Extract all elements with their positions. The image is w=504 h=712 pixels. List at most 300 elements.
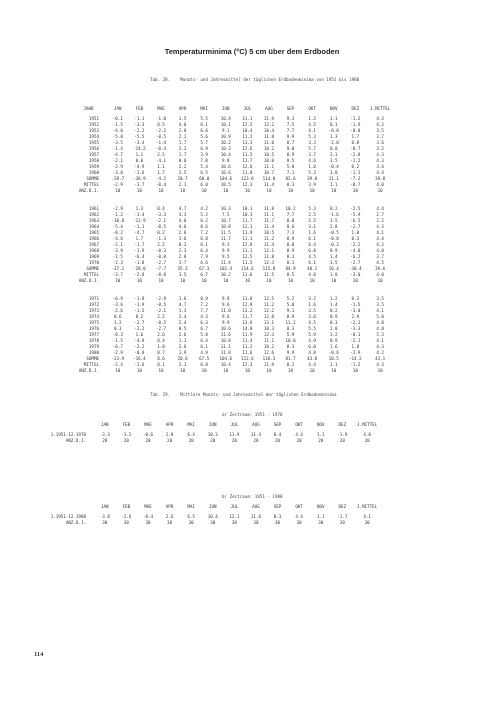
value-cell: 9.9 xyxy=(221,320,230,325)
value-cell: -28.7 xyxy=(111,176,125,181)
value-cell: 13.9 xyxy=(242,320,253,325)
value-cell: 10 xyxy=(288,368,294,373)
value-cell: 4.4 xyxy=(295,514,303,519)
value-cell: 1.2 xyxy=(114,320,122,325)
value-cell: 3.9 xyxy=(308,182,316,187)
value-cell: 10 xyxy=(331,188,337,193)
value-cell: 3.5 xyxy=(376,128,384,133)
value-cell: 6.6 xyxy=(200,260,208,265)
value-cell: 30 xyxy=(296,520,302,525)
value-cell: 11.9 xyxy=(242,230,253,235)
value-cell: 6.9 xyxy=(200,146,208,151)
value-cell: -7.2 xyxy=(350,176,361,181)
value-cell: -2.9 xyxy=(112,206,123,211)
value-cell: 6.5 xyxy=(200,170,208,175)
value-cell: 11.7 xyxy=(263,218,274,223)
value-cell: -2.1 xyxy=(350,338,361,343)
value-cell: -2.9 xyxy=(112,182,123,187)
value-cell: 10 xyxy=(377,278,383,283)
value-cell: -1.6 xyxy=(134,362,145,367)
value-cell: 10.2 xyxy=(220,140,231,145)
value-cell: 0.2 xyxy=(329,206,338,211)
value-cell: -1.5 xyxy=(134,308,145,313)
value-cell: -6.2 xyxy=(350,254,361,259)
value-cell: 7.8 xyxy=(200,158,208,163)
value-cell: -1.5 xyxy=(112,254,123,259)
value-cell: 5.8 xyxy=(200,332,208,337)
value-cell: -0.4 xyxy=(155,146,167,151)
tab-28-text: Monats- und Jahresmittel der täglichen Erdbodenminima von 1951 bis 1980 xyxy=(180,77,360,82)
value-cell: -1.9 xyxy=(134,248,145,253)
column-header: FEB xyxy=(122,422,131,427)
value-cell: -6.9 xyxy=(112,296,123,301)
value-cell: -2.6 xyxy=(121,514,132,519)
row-label-cell: 1967 xyxy=(88,242,99,247)
row-label-cell: ANZ.D.J. xyxy=(65,438,86,443)
column-header: NOV xyxy=(329,106,338,111)
row-label-cell: 1970 xyxy=(88,260,99,265)
value-cell: 10.2 xyxy=(220,272,231,277)
value-cell: 4.5 xyxy=(308,254,316,259)
value-cell: 4.5 xyxy=(308,320,316,325)
table-row xyxy=(44,520,381,526)
value-cell: 1.6 xyxy=(308,230,316,235)
value-cell: 2.6 xyxy=(178,344,187,349)
value-cell: -1.2 xyxy=(350,158,361,163)
value-cell: -4.6 xyxy=(112,236,123,241)
value-cell: 10.4 xyxy=(242,128,253,133)
row-label-cell: MITTEL xyxy=(83,182,99,187)
tab-28-label: Tab. 28. xyxy=(150,77,171,82)
value-cell: 1.3 xyxy=(329,134,338,139)
value-cell: 0.1 xyxy=(329,122,338,127)
value-cell: 8.3 xyxy=(286,344,295,349)
value-cell: 10 xyxy=(158,188,164,193)
value-cell: 11.7 xyxy=(242,158,253,163)
value-cell: -3.4 xyxy=(134,212,145,217)
value-cell: 9.3 xyxy=(286,116,295,121)
column-header: JUL xyxy=(243,106,252,111)
table-row xyxy=(44,438,381,444)
value-cell: 11.6 xyxy=(250,514,261,519)
column-header: MAI xyxy=(200,106,208,111)
column-header: JAN xyxy=(114,106,122,111)
value-cell: 4.2 xyxy=(376,122,384,127)
value-cell: 8.5 xyxy=(286,272,295,277)
value-cell: 7.7 xyxy=(286,212,295,217)
value-cell: 7.1 xyxy=(286,170,295,175)
value-cell: 0.4 xyxy=(157,338,165,343)
value-cell: 1.1 xyxy=(178,338,187,343)
value-cell: 8.7 xyxy=(286,140,295,145)
value-cell: 1.5 xyxy=(178,116,187,121)
value-cell: 4.0 xyxy=(376,182,384,187)
column-header: APR xyxy=(178,106,187,111)
row-label-cell: 1952 xyxy=(88,122,99,127)
value-cell: 10 xyxy=(201,368,207,373)
value-cell: -7.7 xyxy=(155,266,167,271)
column-header: MAE xyxy=(157,106,165,111)
value-cell: 9.5 xyxy=(286,158,295,163)
value-cell: -2.1 xyxy=(350,320,361,325)
column-header: MAE xyxy=(144,422,152,427)
value-cell: 5.9 xyxy=(308,332,316,337)
value-cell: 1.6 xyxy=(178,296,187,301)
value-cell: 2.1 xyxy=(329,152,338,157)
value-cell: -4.9 xyxy=(134,164,145,169)
value-cell: 2.4 xyxy=(178,314,187,319)
value-cell: -1.9 xyxy=(337,432,348,437)
value-cell: 1.2 xyxy=(329,296,338,301)
value-cell: 9.6 xyxy=(221,302,230,307)
value-cell: 11.4 xyxy=(263,242,274,247)
column-header-label: JAHR xyxy=(83,106,94,111)
value-cell: 10 xyxy=(331,278,337,283)
value-cell: 11.1 xyxy=(220,344,231,349)
value-cell: 11.7 xyxy=(242,218,253,223)
value-cell: 10.0 xyxy=(285,338,296,343)
row-label-cell: 1975 xyxy=(88,320,99,325)
value-cell: 8.3 xyxy=(286,326,295,331)
value-cell: 4.3 xyxy=(376,344,384,349)
value-cell: -1.7 xyxy=(337,514,348,519)
value-cell: 10 xyxy=(266,368,272,373)
value-cell: 3.5 xyxy=(329,158,338,163)
value-cell: 11.0 xyxy=(242,296,253,301)
value-cell: 11.0 xyxy=(220,308,231,313)
value-cell: 3.7 xyxy=(376,254,384,259)
column-header: APR xyxy=(165,504,174,509)
value-cell: -0.7 xyxy=(350,182,361,187)
value-cell: 4.2 xyxy=(376,242,384,247)
value-cell: 0.5 xyxy=(178,326,187,331)
value-cell: 5.7 xyxy=(200,140,208,145)
value-cell: -2.7 xyxy=(350,224,361,229)
value-cell: 3.1 xyxy=(308,224,316,229)
tab-29-label: Tab. 29. xyxy=(150,392,171,397)
value-cell: 12.3 xyxy=(263,332,274,337)
value-cell: 114.0 xyxy=(262,176,276,181)
value-cell: 7.9 xyxy=(200,254,208,259)
value-cell: 11.7 xyxy=(242,314,253,319)
value-cell: 0.6 xyxy=(157,356,165,361)
value-cell: 4.9 xyxy=(200,350,208,355)
value-cell: 1.7 xyxy=(157,170,165,175)
value-cell: 1.8 xyxy=(157,344,165,349)
value-cell: 0.9 xyxy=(329,248,338,253)
value-cell: 10 xyxy=(158,368,164,373)
value-cell: 6.8 xyxy=(200,362,208,367)
value-cell: 11.6 xyxy=(220,332,231,337)
row-label-cell: 1963 xyxy=(88,218,99,223)
value-cell: 10 xyxy=(201,278,207,283)
value-cell: -3.0 xyxy=(112,170,123,175)
value-cell: 30 xyxy=(123,520,129,525)
column-header: APR xyxy=(165,422,174,427)
value-cell: 3.5 xyxy=(376,302,384,307)
value-cell: 35.3 xyxy=(177,266,188,271)
value-cell: -1.2 xyxy=(112,212,123,217)
value-cell: -2.7 xyxy=(134,320,145,325)
value-cell: -2.1 xyxy=(155,218,167,223)
value-cell: -0.3 xyxy=(328,242,339,247)
value-cell: 10 xyxy=(201,188,207,193)
value-cell: 6.7 xyxy=(200,272,208,277)
value-cell: 0.0 xyxy=(178,158,187,163)
value-cell: 20 xyxy=(296,438,302,443)
value-cell: 12.1 xyxy=(229,514,240,519)
value-cell: 0.9 xyxy=(329,314,338,319)
value-cell: -6.7 xyxy=(112,344,123,349)
value-cell: 6.2 xyxy=(200,218,208,223)
value-cell: -0.6 xyxy=(328,350,339,355)
value-cell: 20 xyxy=(167,438,173,443)
value-cell: 6.8 xyxy=(308,248,316,253)
value-cell: 3.7 xyxy=(178,260,187,265)
value-cell: 10 xyxy=(288,188,294,193)
value-cell: 0.3 xyxy=(329,320,338,325)
value-cell: -2.9 xyxy=(112,350,123,355)
column-header: NOV xyxy=(316,504,325,509)
value-cell: 1.7 xyxy=(178,140,187,145)
value-cell: 30 xyxy=(145,520,151,525)
value-cell: -3.4 xyxy=(134,140,145,145)
row-label-cell: SUMME xyxy=(86,266,99,271)
value-cell: -0.8 xyxy=(328,128,339,133)
value-cell: 0.3 xyxy=(114,326,122,331)
value-cell: 11.1 xyxy=(263,164,274,169)
value-cell: 8.6 xyxy=(286,224,295,229)
value-cell: -1.8 xyxy=(134,260,145,265)
value-cell: 3.4 xyxy=(376,164,384,169)
column-header: JUN xyxy=(208,504,217,509)
value-cell: -0.2 xyxy=(112,230,123,235)
value-cell: -0.8 xyxy=(134,350,145,355)
column-header: MAI xyxy=(187,422,195,427)
value-cell: 6.4 xyxy=(200,338,208,343)
column-header: NOV xyxy=(316,422,325,427)
column-header: SEP xyxy=(273,504,282,509)
value-cell: -2.2 xyxy=(350,242,361,247)
value-cell: 4.7 xyxy=(178,302,187,307)
value-cell: 3.2 xyxy=(329,332,338,337)
value-cell: 0.6 xyxy=(114,314,122,319)
value-cell: 20 xyxy=(102,438,108,443)
table-header-row xyxy=(70,102,394,116)
value-cell: -1.7 xyxy=(134,242,145,247)
value-cell: -2.1 xyxy=(112,158,123,163)
value-cell: -2.1 xyxy=(155,308,167,313)
value-cell: 10.5 xyxy=(328,356,339,361)
value-cell: 20 xyxy=(253,438,259,443)
table-row xyxy=(70,368,394,374)
value-cell: -0.4 xyxy=(155,182,167,187)
value-cell: 10.2 xyxy=(285,206,296,211)
value-cell: 9.9 xyxy=(221,248,230,253)
column-header: AUG xyxy=(252,504,260,509)
value-cell: 10.4 xyxy=(263,128,274,133)
row-label-cell: 1958 xyxy=(88,158,99,163)
value-cell: 114.6 xyxy=(241,266,254,271)
value-cell: 30 xyxy=(318,520,324,525)
value-cell: 30 xyxy=(339,520,345,525)
value-cell: 1.1 xyxy=(329,362,338,367)
row-label-cell: 1956 xyxy=(88,146,99,151)
value-cell: 4.4 xyxy=(376,236,384,241)
period-1-rows xyxy=(44,432,381,444)
value-cell: 0.2 xyxy=(351,164,360,169)
value-cell: 4.4 xyxy=(376,206,384,211)
value-cell: 1.1 xyxy=(135,152,144,157)
value-cell: 2.1 xyxy=(178,362,187,367)
value-cell: 13.3 xyxy=(242,140,253,145)
value-cell: 11.2 xyxy=(263,236,274,241)
tab-29-caption xyxy=(150,392,336,397)
value-cell: 1.6 xyxy=(135,332,144,337)
value-cell: 1.4 xyxy=(329,254,338,259)
value-cell: 3.6 xyxy=(178,236,187,241)
value-cell: -3.5 xyxy=(112,140,123,145)
row-label-cell: SUMME xyxy=(86,176,99,181)
value-cell: 10.6 xyxy=(220,170,231,175)
value-cell: 10.3 xyxy=(220,206,231,211)
value-cell: -3.6 xyxy=(112,302,123,307)
value-cell: 12.3 xyxy=(242,182,253,187)
value-cell: 0.3 xyxy=(351,296,360,301)
value-cell: 11.4 xyxy=(263,182,274,187)
value-cell: -0.7 xyxy=(350,146,361,151)
value-cell: 4.1 xyxy=(308,128,316,133)
value-cell: 43.1 xyxy=(375,356,386,361)
value-cell: 6.0 xyxy=(200,182,208,187)
value-cell: 2.8 xyxy=(178,128,187,133)
value-cell: 3.5 xyxy=(376,296,384,301)
value-cell: 9.8 xyxy=(221,158,230,163)
value-cell: 1.2 xyxy=(308,116,316,121)
column-header: JUL xyxy=(230,422,239,427)
value-cell: 123.0 xyxy=(241,176,254,181)
value-cell: 5.0 xyxy=(286,164,295,169)
value-cell: 12.8 xyxy=(263,314,274,319)
value-cell: 11.4 xyxy=(220,260,231,265)
value-cell: -6.4 xyxy=(134,254,145,259)
value-cell: 10 xyxy=(223,188,229,193)
value-cell: -4.0 xyxy=(112,128,123,133)
value-cell: 10.5 xyxy=(263,152,274,157)
row-label-cell: 1955 xyxy=(88,140,99,145)
value-cell: 43.8 xyxy=(307,356,318,361)
value-cell: 30 xyxy=(253,520,259,525)
row-label-cell: SUMME xyxy=(86,356,99,361)
value-cell: -4.0 xyxy=(350,248,361,253)
value-cell: 1.9 xyxy=(178,350,187,355)
row-label-cell: 1959 xyxy=(88,164,99,169)
value-cell: 10.1 xyxy=(220,122,231,127)
value-cell: 10.2 xyxy=(263,146,274,151)
value-cell: 4.3 xyxy=(376,158,384,163)
value-cell: 1.0 xyxy=(308,164,316,169)
value-cell: 1.6 xyxy=(329,344,338,349)
value-cell: -0.3 xyxy=(112,332,123,337)
value-cell: 4.3 xyxy=(376,152,384,157)
value-cell: -1.3 xyxy=(155,236,167,241)
value-cell: -2.3 xyxy=(112,260,123,265)
value-cell: -0.5 xyxy=(155,302,167,307)
value-cell: 11.1 xyxy=(263,338,274,343)
value-cell: 4.1 xyxy=(376,230,384,235)
value-cell: 8.8 xyxy=(286,242,295,247)
value-cell: -5.4 xyxy=(112,224,123,229)
value-cell: 2.5 xyxy=(157,152,165,157)
value-cell: -0.4 xyxy=(142,514,154,519)
value-cell: 2.2 xyxy=(178,164,187,169)
value-cell: 4.1 xyxy=(376,338,384,343)
value-cell: -1.9 xyxy=(134,302,145,307)
value-cell: 5.0 xyxy=(376,314,384,319)
value-cell: 20 xyxy=(318,438,324,443)
value-cell: 3.3 xyxy=(308,140,316,145)
value-cell: 39.0 xyxy=(307,176,318,181)
value-cell: -30.4 xyxy=(349,266,362,271)
value-cell: 0.7 xyxy=(157,350,165,355)
value-cell: 11.9 xyxy=(263,116,274,121)
value-cell: 3.2 xyxy=(308,296,316,301)
value-cell: 3.7 xyxy=(376,134,384,139)
value-cell: 11.5 xyxy=(242,152,253,157)
value-cell: -2.8 xyxy=(350,152,361,157)
value-cell: 30 xyxy=(275,520,281,525)
value-cell: 9.6 xyxy=(221,314,230,319)
value-cell: -2.7 xyxy=(155,260,167,265)
value-cell: -2.2 xyxy=(134,326,145,331)
value-cell: 2.5 xyxy=(308,218,316,223)
value-cell: -1.1 xyxy=(134,116,145,121)
value-cell: 10.4 xyxy=(220,362,231,367)
value-cell: 10.7 xyxy=(220,218,231,223)
row-label-cell: 1964 xyxy=(88,224,99,229)
value-cell: 1.7 xyxy=(135,236,144,241)
page-number: 114 xyxy=(34,651,44,658)
value-cell: 10 xyxy=(136,188,142,193)
value-cell: -0.6 xyxy=(142,432,154,437)
block-1971-1980 xyxy=(70,296,394,374)
value-cell: 10.5 xyxy=(220,182,231,187)
value-cell: -3.3 xyxy=(350,326,361,331)
value-cell: -1.5 xyxy=(112,122,123,127)
value-cell: 8.1 xyxy=(286,260,295,265)
column-header: JUN xyxy=(221,106,230,111)
value-cell: 10.4 xyxy=(220,152,231,157)
value-cell: 8.9 xyxy=(286,236,295,241)
value-cell: 6.1 xyxy=(200,242,208,247)
column-header: SEP xyxy=(273,422,282,427)
value-cell: 30 xyxy=(231,520,237,525)
value-cell: 7.2 xyxy=(200,230,208,235)
value-cell: 30 xyxy=(188,520,194,525)
value-cell: 4.5 xyxy=(308,122,316,127)
value-cell: 5.4 xyxy=(200,164,208,169)
value-cell: -0.1 xyxy=(350,332,361,337)
block-spacer xyxy=(70,194,394,206)
column-header: SEP xyxy=(286,106,295,111)
value-cell: 4.0 xyxy=(376,326,384,331)
value-cell: 5.3 xyxy=(376,332,384,337)
mean-table-1951-1980 xyxy=(44,500,381,526)
value-cell: 11.7 xyxy=(220,236,231,241)
value-cell: -14.2 xyxy=(133,146,146,151)
value-cell: 10 xyxy=(180,368,186,373)
column-header: J.MITTEL xyxy=(357,422,378,427)
